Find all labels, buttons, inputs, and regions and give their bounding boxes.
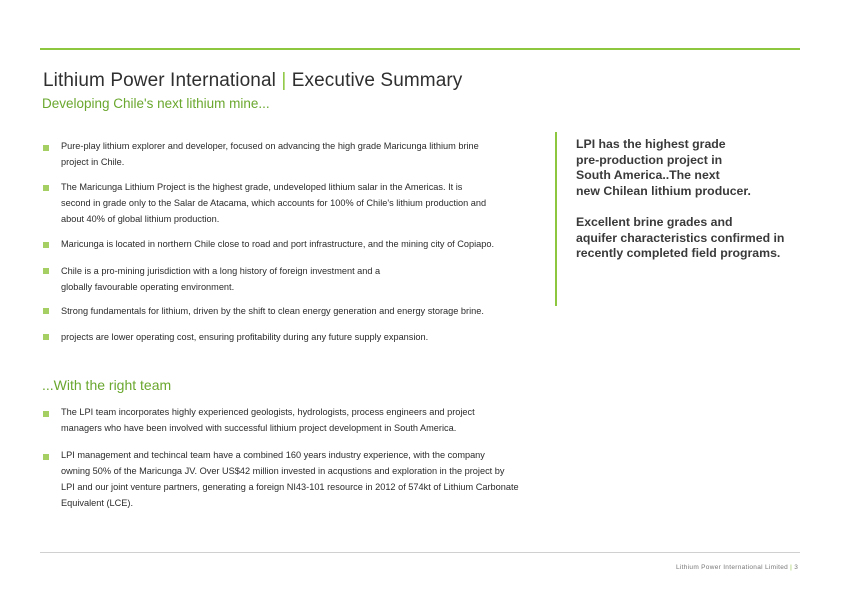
highlight-line: pre-production project in bbox=[576, 152, 723, 167]
bullet-text-line: second in grade only to the Salar de Atacama, which accounts for 100% of Chile's lithium production and bbox=[61, 198, 487, 208]
highlight-line: LPI has the highest grade bbox=[576, 137, 726, 151]
highlight-line: recently completed field programs. bbox=[576, 246, 781, 260]
bullet-text-line: Pure-play lithium explorer and developer, focused on advancing the high grade Maricunga lithium brine bbox=[61, 141, 479, 151]
page-title bbox=[43, 70, 462, 92]
callout-divider bbox=[555, 132, 557, 306]
bullet-text-line: globally favourable operating environment. bbox=[61, 282, 235, 292]
bullet-text-line: project in Chile. bbox=[61, 157, 125, 167]
bullet-marker bbox=[43, 185, 49, 191]
bullet-marker bbox=[43, 308, 49, 314]
footer-company: Lithium Power International Limited bbox=[676, 564, 789, 571]
bullet-text-line: LPI and our joint venture partners, generating a foreign NI43-101 resource in 2012 of 574kt of Lithium Carbonate bbox=[61, 482, 519, 492]
bullet-marker bbox=[43, 268, 49, 274]
bullet-text-line: Equivalent (LCE). bbox=[61, 498, 134, 508]
title-separator: | bbox=[281, 70, 287, 91]
highlight-line: Excellent brine grades and bbox=[576, 215, 733, 229]
bullet-text-line: LPI management and techincal team have a combined 160 years industry experience, with the company bbox=[61, 450, 485, 460]
bullet-text-line: projects are lower operating cost, ensuring profitability during any future supply expansion. bbox=[61, 332, 429, 342]
header-rule bbox=[40, 48, 800, 50]
title-section: Executive Summary bbox=[291, 70, 463, 91]
bullet-text-line: Strong fundamentals for lithium, driven by the shift to clean energy generation and energy storage brine. bbox=[61, 306, 484, 316]
page-number: 3 bbox=[794, 564, 799, 571]
bullet-marker bbox=[43, 411, 49, 417]
bullet-marker bbox=[43, 145, 49, 151]
team-heading: ...With the right team bbox=[42, 377, 172, 393]
title-company: Lithium Power International bbox=[43, 70, 276, 91]
footer-rule bbox=[40, 552, 800, 553]
highlight-callout-1 bbox=[576, 137, 788, 199]
highlight-line: aquifer characteristics confirmed in bbox=[576, 230, 785, 245]
bullet-text-line: about 40% of global lithium production. bbox=[61, 214, 220, 224]
bullet-text-line: owning 50% of the Maricunga JV. Over US$42 million invested in acqustions and exploration in the project by bbox=[61, 466, 505, 476]
bullet-marker bbox=[43, 334, 49, 340]
bullet-text-line: The LPI team incorporates highly experienced geologists, hydrologists, process engineers and project bbox=[61, 407, 475, 417]
bullet-marker bbox=[43, 454, 49, 460]
bullet-marker bbox=[43, 242, 49, 248]
footer-separator: | bbox=[790, 564, 793, 571]
bullet-text-line: Maricunga is located in northern Chile close to road and port infrastructure, and the mining city of Copiapo. bbox=[61, 239, 495, 249]
bullet-text-line: managers who have been involved with successful lithium project development in South America. bbox=[61, 423, 457, 433]
highlight-line: new Chilean lithium producer. bbox=[576, 183, 751, 198]
highlight-callout-2 bbox=[576, 215, 788, 262]
bullet-text-line: Chile is a pro-mining jurisdiction with a long history of foreign investment and a bbox=[61, 266, 381, 276]
bullet-text-line: The Maricunga Lithium Project is the highest grade, undeveloped lithium salar in the Americas. It is bbox=[61, 182, 463, 192]
highlight-line: South America..The next bbox=[576, 168, 720, 182]
page-subtitle: Developing Chile's next lithium mine... bbox=[42, 96, 270, 111]
page-footer bbox=[676, 564, 798, 571]
